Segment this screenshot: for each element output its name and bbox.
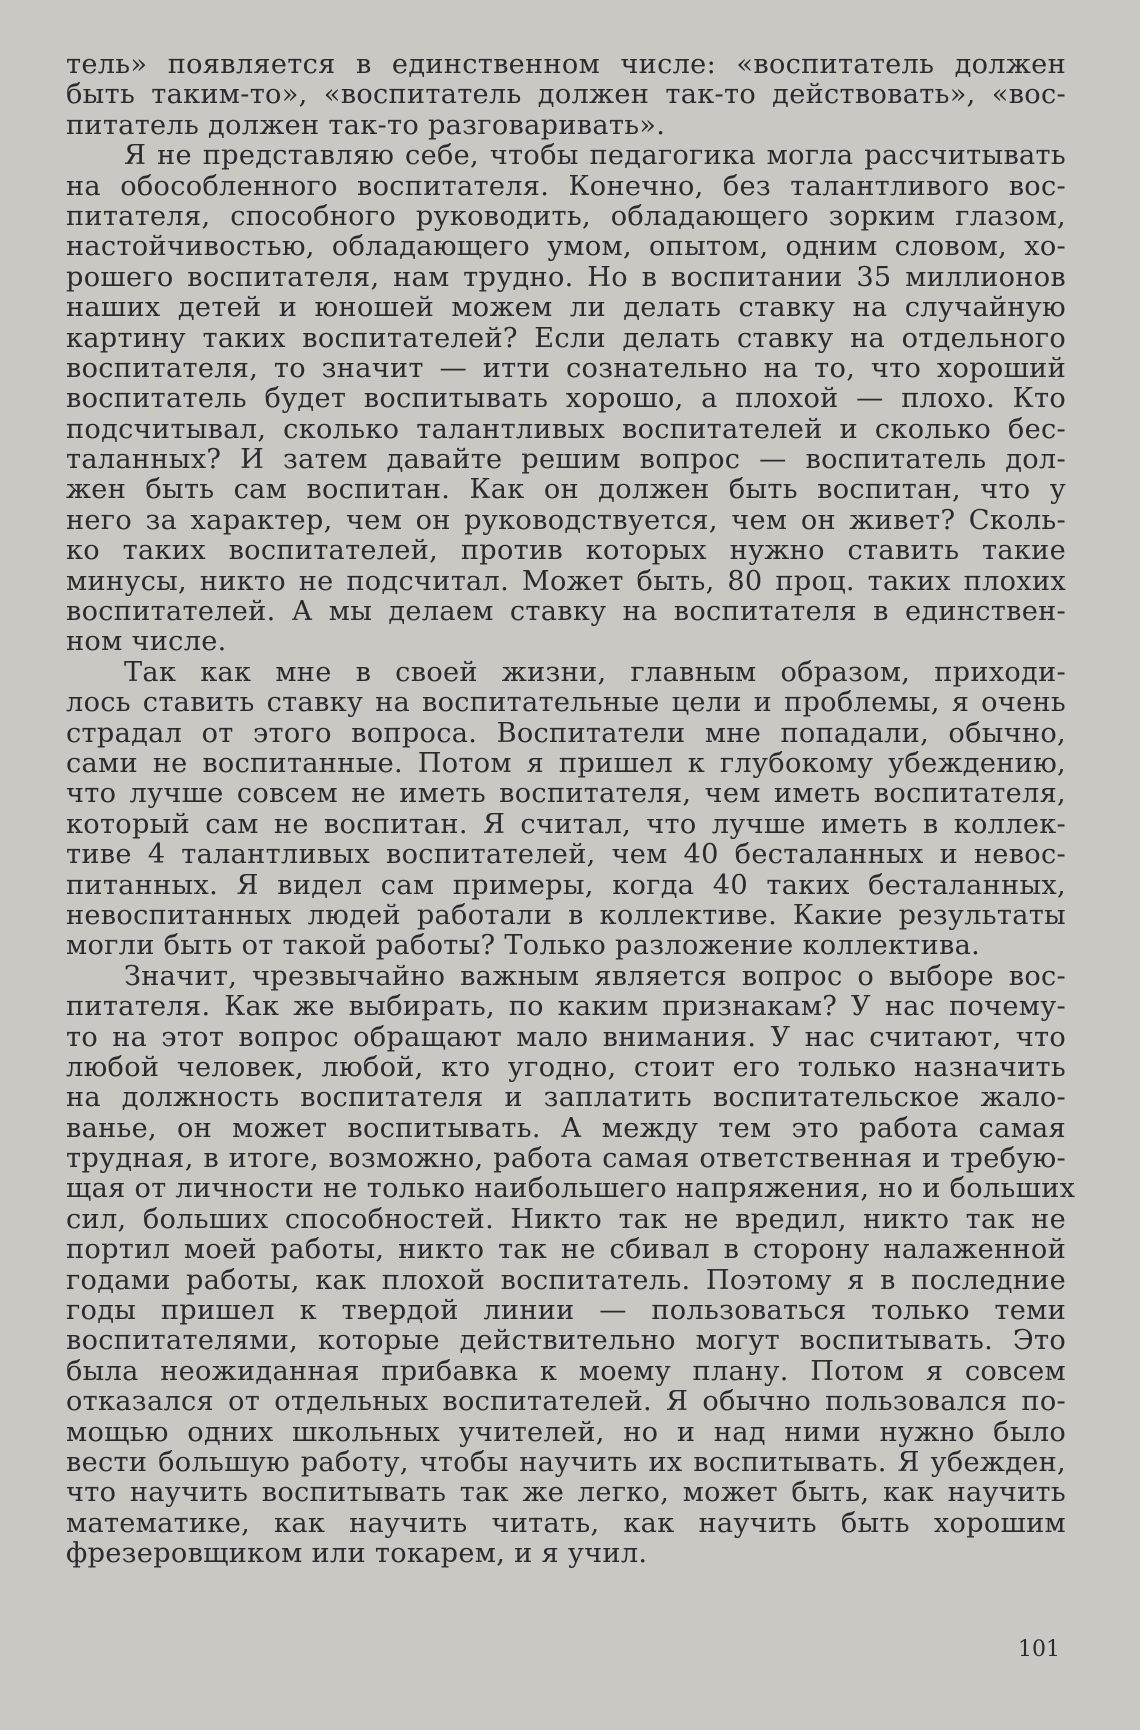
text-line: минусы, никто не подсчитал. Может быть, 80 проц. таких плохих — [66, 565, 1066, 597]
text-line: настойчивостью, обладающего умом, опытом, одним словом, хо- — [66, 231, 1066, 263]
text-line: воспитателя, то значит — итти сознательно на то, что хороший — [66, 352, 1066, 384]
text-line: отказался от отдельных воспитателей. Я обычно пользовался по- — [66, 1386, 1066, 1418]
text-line: тель» появляется в единственном числе: «воспитатель должен — [66, 49, 1066, 80]
text-line: воспитатель будет воспитывать хорошо, а плохой — плохо. Кто — [66, 383, 1066, 415]
text-line: страдал от этого вопроса. Воспитатели мне попадали, обычно, — [66, 717, 1066, 749]
text-line: быть таким-то», «воспитатель должен так-то действовать», «вос- — [66, 79, 1066, 111]
text-line: любой человек, любой, кто угодно, стоит его только назначить — [66, 1051, 1066, 1083]
text-line: воспитателями, которые действительно могут воспитывать. Это — [66, 1325, 1066, 1357]
text-line: на обособленного воспитателя. Конечно, без талантливого вос- — [66, 170, 1066, 202]
text-line: была неожиданная прибавка к моему плану. Потом я совсем — [66, 1355, 1066, 1387]
text-line: то на этот вопрос обращают мало внимания. У нас считают, что — [66, 1021, 1066, 1053]
text-line: ко таких воспитателей, против которых нужно ставить такие — [66, 535, 1066, 567]
text-line: вести большую работу, чтобы научить их воспитывать. Я убежден, — [66, 1446, 1066, 1478]
text-line: математике, как научить читать, как научить быть хорошим — [66, 1507, 1066, 1539]
text-line: мощью одних школьных учителей, но и над ними нужно было — [66, 1416, 1066, 1448]
text-line: годы пришел к твердой линии — пользоваться только теми — [66, 1295, 1066, 1327]
text-line: питатель должен так-то разговаривать». — [66, 109, 666, 141]
text-line: подсчитывал, сколько талантливых воспитателей и сколько бес- — [66, 413, 1066, 445]
text-line: портил моей работы, никто так не сбивал в сторону налаженной — [66, 1234, 1066, 1266]
body-text — [66, 49, 1076, 1570]
text-line: картину таких воспитателей? Если делать ставку на отдельного — [66, 322, 1066, 354]
text-line: сил, больших способностей. Никто так не вредил, никто так не — [66, 1203, 1066, 1235]
text-line: питателя. Как же выбирать, по каким признакам? У нас почему- — [66, 991, 1066, 1023]
text-line: тиве 4 талантливых воспитателей, чем 40 бесталанных и невос- — [66, 839, 1066, 871]
text-line: жен быть сам воспитан. Как он должен быть воспитан, что у — [66, 474, 1066, 506]
text-line: питателя, способного руководить, обладающего зорким глазом, — [66, 200, 1066, 232]
text-line: лось ставить ставку на воспитательные цели и проблемы, я очень — [66, 687, 1066, 719]
text-line: щая от личности не только наибольшего напряжения, но и больших — [66, 1173, 1076, 1205]
text-line: который сам не воспитан. Я считал, что лучше иметь в коллек- — [66, 808, 1066, 840]
text-line: наших детей и юношей можем ли делать ставку на случайную — [66, 292, 1066, 324]
text-line: на должность воспитателя и заплатить воспитательское жало- — [66, 1082, 1066, 1114]
text-line: невоспитанных людей работали в коллективе. Какие результаты — [66, 899, 1066, 931]
page-number: 101 — [1018, 1637, 1060, 1662]
text-line: что лучше совсем не иметь воспитателя, чем иметь воспитателя, — [66, 778, 1066, 810]
text-line: сами не воспитанные. Потом я пришел к глубокому убеждению, — [66, 747, 1066, 779]
text-line: фрезеровщиком или токарем, и я учил. — [66, 1538, 648, 1570]
text-line: что научить воспитывать так же легко, может быть, как научить — [66, 1477, 1066, 1509]
text-line: воспитателей. А мы делаем ставку на воспитателя в единствен- — [66, 596, 1066, 628]
text-line: Значит, чрезвычайно важным является вопрос о выборе вос- — [124, 960, 1066, 992]
text-line: Так как мне в своей жизни, главным образом, приходи- — [124, 656, 1066, 688]
text-line: ванье, он может воспитывать. А между тем это работа самая — [66, 1112, 1066, 1144]
text-line: Я не представляю себе, чтобы педагогика могла рассчитывать — [124, 140, 1066, 172]
text-line: питанных. Я видел сам примеры, когда 40 таких бесталанных, — [66, 869, 1066, 901]
text-line: таланных? И затем давайте решим вопрос — воспитатель дол- — [66, 444, 1066, 476]
text-line: рошего воспитателя, нам трудно. Но в воспитании 35 миллионов — [66, 261, 1066, 293]
text-line: могли быть от такой работы? Только разложение коллектива. — [66, 930, 981, 962]
text-line: него за характер, чем он руководствуется, чем он живет? Сколь- — [66, 504, 1066, 536]
text-line: годами работы, как плохой воспитатель. Поэтому я в последние — [66, 1264, 1066, 1296]
text-line: трудная, в итоге, возможно, работа самая ответственная и требую- — [66, 1143, 1066, 1175]
text-line: ном числе. — [66, 626, 227, 658]
